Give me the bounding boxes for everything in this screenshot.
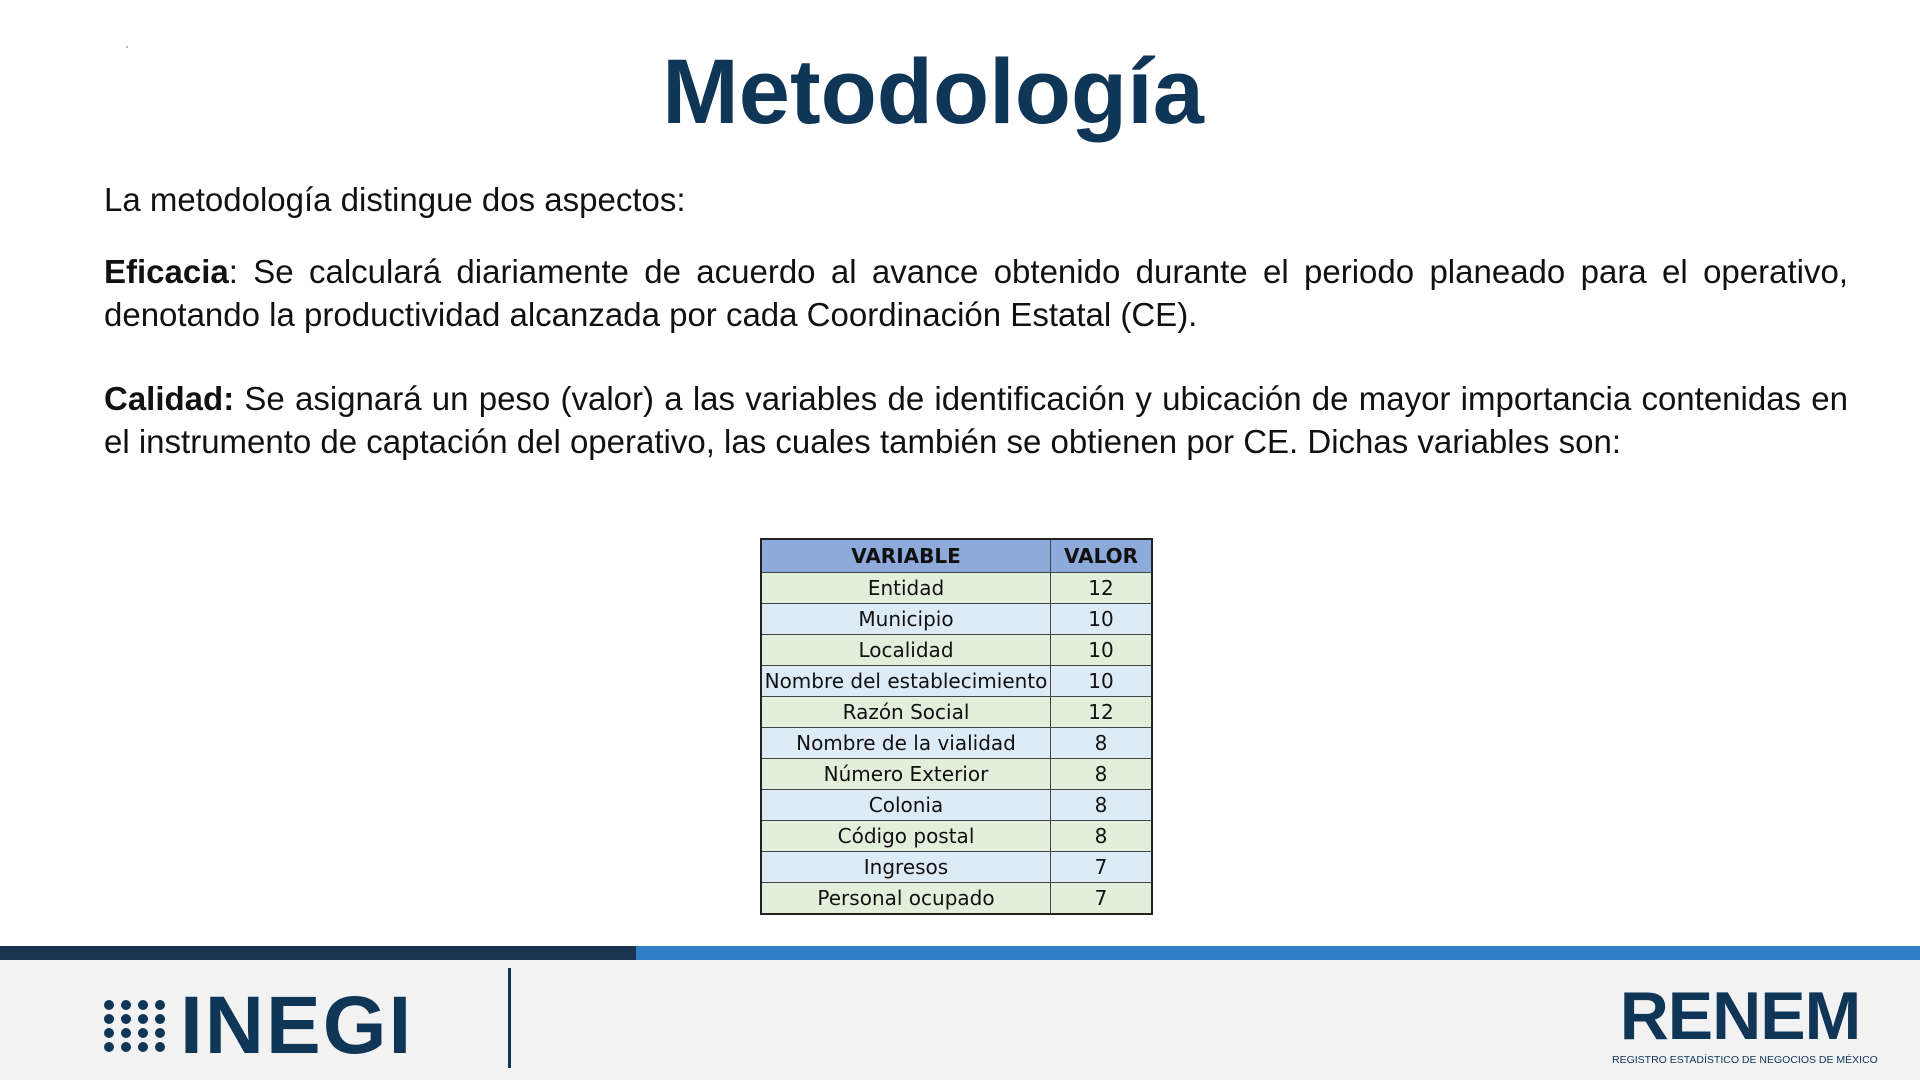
table-header-row	[761, 539, 1152, 573]
variable-cell: Personal ocupado	[761, 883, 1051, 915]
table-row	[761, 852, 1152, 883]
valor-cell: 10	[1051, 635, 1153, 666]
variable-cell: Número Exterior	[761, 759, 1051, 790]
intro-text: La metodología distingue dos aspectos:	[104, 181, 686, 218]
renem-logo	[1612, 978, 1878, 1066]
eficacia-text: : Se calculará diariamente de acuerdo al avance obtenido durante el periodo planeado para el operativo, denotando la productividad alcanzada por cada Coordinación Estatal (CE).	[104, 253, 1848, 333]
table-row	[761, 666, 1152, 697]
table-row	[761, 697, 1152, 728]
renem-logo-text: RENEM	[1619, 978, 1861, 1054]
valor-cell: 8	[1051, 728, 1153, 759]
table-row	[761, 573, 1152, 604]
valor-cell: 10	[1051, 604, 1153, 635]
variable-cell: Ingresos	[761, 852, 1051, 883]
footer-bar-light	[636, 946, 1920, 960]
variable-cell: Localidad	[761, 635, 1051, 666]
variable-cell: Entidad	[761, 573, 1051, 604]
calidad-paragraph	[104, 377, 1848, 463]
table-row	[761, 759, 1152, 790]
valor-cell: 7	[1051, 852, 1153, 883]
variable-cell: Razón Social	[761, 697, 1051, 728]
variables-table	[760, 538, 1153, 915]
valor-cell: 8	[1051, 790, 1153, 821]
header-valor: VALOR	[1051, 539, 1153, 573]
table-row	[761, 790, 1152, 821]
inegi-logo-text: INEGI	[180, 980, 414, 1071]
table-row	[761, 821, 1152, 852]
table-row	[761, 728, 1152, 759]
table-row	[761, 883, 1152, 915]
valor-cell: 10	[1051, 666, 1153, 697]
valor-cell: 12	[1051, 697, 1153, 728]
footer-bar-dark	[0, 946, 636, 960]
eficacia-label: Eficacia	[104, 253, 229, 290]
inegi-dots-icon	[104, 1000, 166, 1052]
variable-cell: Nombre de la vialidad	[761, 728, 1051, 759]
header-variable: VARIABLE	[761, 539, 1051, 573]
calidad-label: Calidad:	[104, 380, 235, 417]
variable-cell: Nombre del establecimiento	[761, 666, 1051, 697]
renem-subtitle: REGISTRO ESTADÍSTICO DE NEGOCIOS DE MÉXICO	[1612, 1054, 1878, 1066]
page-title: Metodología	[662, 41, 1204, 143]
variable-cell: Municipio	[761, 604, 1051, 635]
table-row	[761, 604, 1152, 635]
valor-cell: 8	[1051, 759, 1153, 790]
valor-cell: 8	[1051, 821, 1153, 852]
footer-separator	[508, 968, 511, 1068]
calidad-text: Se asignará un peso (valor) a las variables de identificación y ubicación de mayor importancia contenidas en el instrumento de captación del operativo, las cuales también se obtienen por CE. Dichas variables son:	[104, 380, 1848, 460]
variable-cell: Código postal	[761, 821, 1051, 852]
variable-cell: Colonia	[761, 790, 1051, 821]
valor-cell: 7	[1051, 883, 1153, 915]
table-row	[761, 635, 1152, 666]
valor-cell: 12	[1051, 573, 1153, 604]
inegi-logo	[104, 980, 414, 1071]
eficacia-paragraph	[104, 250, 1848, 336]
